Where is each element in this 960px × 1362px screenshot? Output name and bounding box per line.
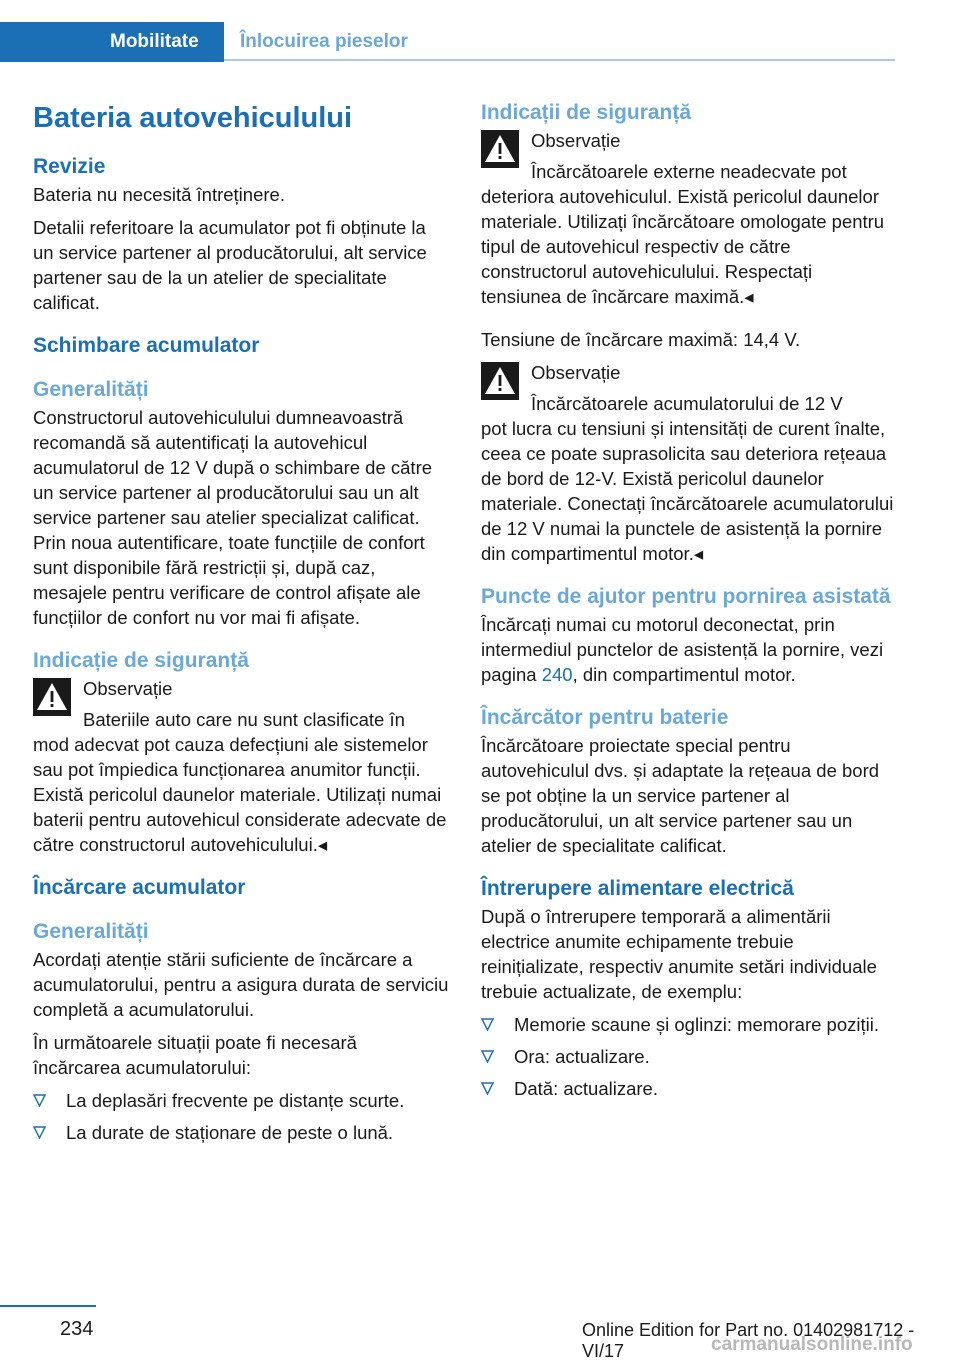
bullet-triangle-icon [33, 1094, 46, 1107]
warning-text [33, 707, 449, 857]
list-item: La durate de staționare de peste o lună. [33, 1120, 449, 1145]
warning-triangle-icon [481, 362, 519, 400]
warning-text-first-line: Încărcătoarele acumulatorului de 12 V [531, 393, 843, 414]
revizie-text-2: Detalii referitoare la acumulator pot fi obținute la un service partener al producătorului, alt service partener sau de la un atelier de specialitate calificat. [33, 217, 427, 313]
bullet-list-actualizari [481, 1012, 897, 1101]
heading-generalitati-incarcare: Generalități [33, 920, 149, 943]
list-item: Memorie scaune și oglinzi: memorare poziții. [481, 1012, 897, 1037]
incarcator-baterie-text: Încărcătoare proiectate special pentru autovehiculul dvs. și adaptate la rețeaua de bord se pot obține la un service partener al producătorului, un alt service partener sau un atelier de specialitate calificat. [481, 735, 880, 856]
list-item: La deplasări frecvente pe distanțe scurte. [33, 1088, 449, 1113]
revizie-text-1: Bateria nu necesită întreținere. [33, 184, 285, 205]
bullet-triangle-icon [481, 1018, 494, 1031]
section-tab-mobilitate[interactable]: Mobilitate [0, 22, 224, 62]
heading-revizie: Revizie [33, 155, 106, 178]
tensiune-maxima-text: Tensiune de încărcare maximă: 14,4 V. [481, 329, 801, 350]
intrerupere-alimentare-text: După o întrerupere temporară a alimentării electrice anumite echipamente trebuie reinițializate, respectiv anumite setări individuale trebuie actualizate, de exemplu: [481, 906, 877, 1002]
bullet-triangle-icon [481, 1082, 494, 1095]
heading-schimbare-acumulator: Schimbare acumulator [33, 334, 260, 357]
warning-text [481, 159, 897, 309]
heading-indicatie-siguranta: Indicație de siguranță [33, 649, 249, 672]
warning-text [481, 391, 897, 566]
warning-text-rest: deteriora autovehiculul. Există pericolul daunelor materiale. Utilizați încărcătoare omologate pentru tipul de autovehicul respectiv de către constructorul autovehiculului. Respectați tensiunea de încărcare maximă.◂ [481, 186, 885, 307]
warning-text-rest: mod adecvat pot cauza defecțiuni ale sistemelor sau pot împiedica funcționarea anumitor funcții. Există pericolul daunelor materiale. Utilizați numai baterii pentru autovehicul considerate adecvate de către constructorul autovehiculului.◂ [33, 734, 447, 855]
chapter-tab-inlocuirea-pieselor[interactable]: Înlocuirea pieselor [240, 31, 408, 52]
puncte-ajutor-text: Încărcați numai cu motorul deconectat, prin intermediul punctelor de asistență la pornire, vezi pagina 240, din compartimentul motor. [481, 614, 884, 685]
warning-text-first-line: Încărcătoarele externe neadecvate pot [531, 161, 847, 182]
edition-footer: Online Edition for Part no. 01402981712 - VI/17 [582, 1320, 915, 1361]
generalitati-schimbare-text: Constructorul autovehiculului dumneavoastră recomandă să autentificați la autovehicul acumulatorul de 12 V după o schimbare de către un service partener al producătorului sau un alt service partener sau atelier specializat calificat. Prin noua autentificare, toate funcțiile de confort sunt disponibile fără restricții și, după caz, mesajele pentru verificare de control afișate ale funcțiilor de confort nu vor mai fi afișate. [33, 407, 433, 628]
list-item: Dată: actualizare. [481, 1076, 897, 1101]
warning-triangle-icon [481, 130, 519, 168]
warning-triangle-icon [33, 678, 71, 716]
page-reference-link[interactable]: 240 [541, 664, 573, 685]
warning-note-baterii [33, 676, 449, 857]
bullet-triangle-icon [33, 1126, 46, 1139]
header-rule [224, 59, 895, 61]
heading-intrerupere-alimentare: Întrerupere alimentare electrică [481, 877, 794, 900]
heading-puncte-ajutor-pornire: Puncte de ajutor pentru pornirea asistată [481, 585, 891, 608]
warning-text-first-line: Bateriile auto care nu sunt clasificate în [83, 709, 405, 730]
warning-text-rest: pot lucra cu tensiuni și intensități de curent înalte, ceea ce poate suprasolicita sau deteriora rețeaua de bord de 12-V. Există pericolul daunelor materiale. Conectați încărcătoarele acumulatorului de 12 V numai la punctele de asistență la pornire din compartimentul motor.◂ [481, 418, 894, 564]
heading-indicatii-siguranta: Indicații de siguranță [481, 101, 692, 124]
page-title: Bateria autovehiculului [33, 102, 353, 134]
list-item: Ora: actualizare. [481, 1044, 897, 1069]
bullet-list-situatii [33, 1088, 449, 1145]
heading-incarcare-acumulator: Încărcare acumulator [33, 876, 246, 899]
page-header [0, 22, 895, 62]
bullet-triangle-icon [481, 1050, 494, 1063]
generalitati-incarcare-text-2: În următoarele situații poate fi necesară încărcarea acumulatorului: [33, 1032, 357, 1078]
warning-title: Observație [83, 678, 173, 699]
left-column [33, 100, 449, 1152]
site-watermark: carmanualsonline.info [711, 1334, 913, 1355]
page-number: 234 [60, 1318, 94, 1340]
right-column [481, 100, 897, 1108]
generalitati-incarcare-text-1: Acordați atenție stării suficiente de încărcare a acumulatorului, pentru a asigura durata de serviciu completă a acumulatorului. [33, 949, 449, 1020]
warning-note-incarcatoare-12v [481, 360, 897, 566]
warning-note-incarcatoare-externe [481, 128, 897, 309]
heading-incarcator-baterie: Încărcător pentru baterie [481, 706, 729, 729]
warning-title: Observație [531, 362, 621, 383]
page-number-rule [0, 1305, 96, 1307]
warning-title: Observație [531, 130, 621, 151]
heading-generalitati-schimbare: Generalități [33, 378, 149, 401]
